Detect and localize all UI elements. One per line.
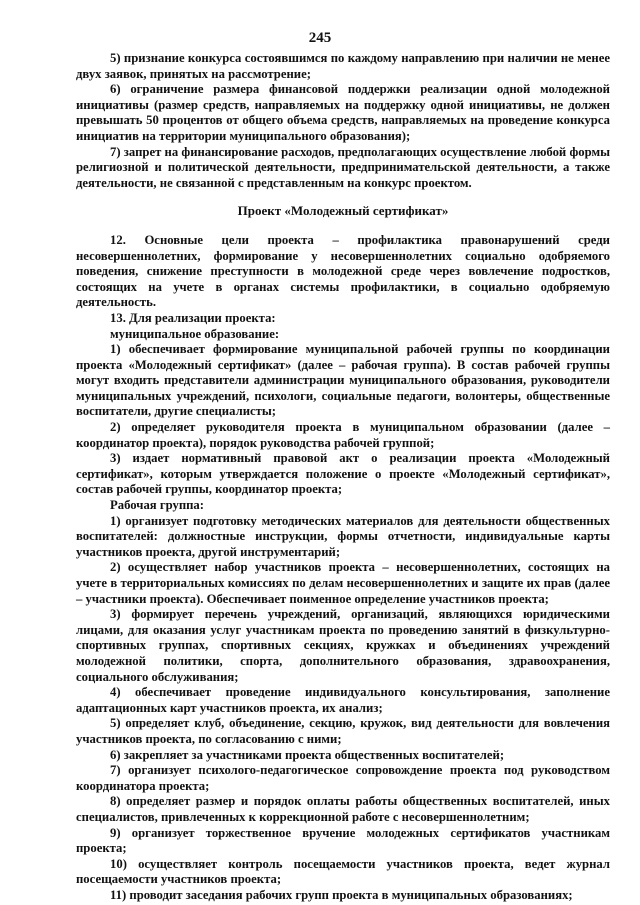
section-heading: Проект «Молодежный сертификат»	[237, 203, 449, 219]
paragraph-working-group-8: 8) определяет размер и порядок оплаты работы общественных воспитателей, иных специалистов, привлеченных к коррекционной работе с несовершеннолетним;	[76, 794, 610, 824]
paragraph-working-group-6: 6) закрепляет за участниками проекта общественных воспитателей;	[110, 747, 505, 762]
paragraph-item-5: 5) признание конкурса состоявшимся по каждому направлению при наличии не менее двух заявок, принятых на рассмотрение;	[76, 51, 610, 81]
paragraph-working-group-label: Рабочая группа:	[110, 498, 205, 513]
paragraph-implementation: 13. Для реализации проекта:	[110, 310, 276, 325]
paragraph-working-group-5: 5) определяет клуб, объединение, секцию, кружок, вид деятельности для вовлечения участников проекта, по согласованию с ними;	[76, 716, 610, 746]
paragraph-working-group-7: 7) организует психолого-педагогическое сопровождение проекта под руководством координатора проекта;	[76, 763, 610, 793]
paragraph-municipality-1: 1) обеспечивает формирование муниципальной рабочей группы по координации проекта «Молодежный сертификат» (далее – рабочая группа). В состав рабочей группы могут входить представители администрации муниципального образования, руководители муниципальных учреждений, психологи, социальные педагоги, волонтеры, общественные воспитатели, другие специалисты;	[76, 342, 610, 419]
paragraph-goals: 12. Основные цели проекта – профилактика правонарушений среди несовершеннолетних, формирование у несовершеннолетних социально одобряемого поведения, снижение преступности в молодежной среде через вовлечение подростков, состоящих на учете в органах системы профилактики, в социально одобряемую деятельность.	[76, 232, 610, 310]
paragraph-working-group-9: 9) организует торжественное вручение молодежных сертификатов участникам проекта;	[76, 825, 610, 856]
paragraph-working-group-11: 11) проводит заседания рабочих групп проекта в муниципальных образованиях;	[110, 887, 573, 902]
paragraph-item-6: 6) ограничение размера финансовой поддержки реализации одной молодежной инициативы (размер средств, направляемых на поддержку одной инициативы, не должен превышать 50 процентов от общего объема средств, направляемых на проведение конкурса инициатив на территории муниципального образования);	[76, 82, 610, 143]
paragraph-item-7: 7) запрет на финансирование расходов, предполагающих осуществление любой формы религиозной и политической деятельности, предпринимательской деятельности, а также деятельности, не связанной с представленным на конкурс проектом.	[76, 144, 610, 190]
paragraph-working-group-1: 1) организует подготовку методических материалов для деятельности общественных воспитателей: должностные инструкции, формы отчетности, индивидуальные карты участников проекта, другой инструментарий;	[76, 513, 610, 559]
paragraph-municipality-2: 2) определяет руководителя проекта в муниципальном образовании (далее – координатор проекта), порядок руководства рабочей группой;	[76, 420, 610, 450]
paragraph-working-group-4: 4) обеспечивает проведение индивидуального консультирования, заполнение адаптационных карт участников проекта, их анализ;	[76, 685, 610, 715]
document-body	[76, 51, 610, 903]
paragraph-working-group-2: 2) осуществляет набор участников проекта – несовершеннолетних, состоящих на учете в территориальных комиссиях по делам несовершеннолетних и защите их прав (далее – участники проекта). Обеспечивает поименное определение участников проекта;	[76, 560, 610, 606]
paragraph-working-group-3: 3) формирует перечень учреждений, организаций, являющихся юридическими лицами, для оказания услуг участникам проекта по проведению занятий в физкультурно-спортивных группах, спортивных секциях, кружках и объединениях учреждений молодежной политики, спорта, дополнительного образования, здравоохранения, социального обслуживания;	[76, 607, 610, 684]
paragraph-working-group-10: 10) осуществляет контроль посещаемости участников проекта, ведет журнал посещаемости участников проекта;	[76, 856, 610, 887]
page-number: 245	[308, 30, 332, 46]
paragraph-municipality-label: муниципальное образование:	[110, 326, 280, 341]
paragraph-municipality-3: 3) издает нормативный правовой акт о реализации проекта «Молодежный сертификат», которым утверждается положение о проекте «Молодежный сертификат», состав рабочей группы, координатор проекта;	[76, 451, 610, 497]
